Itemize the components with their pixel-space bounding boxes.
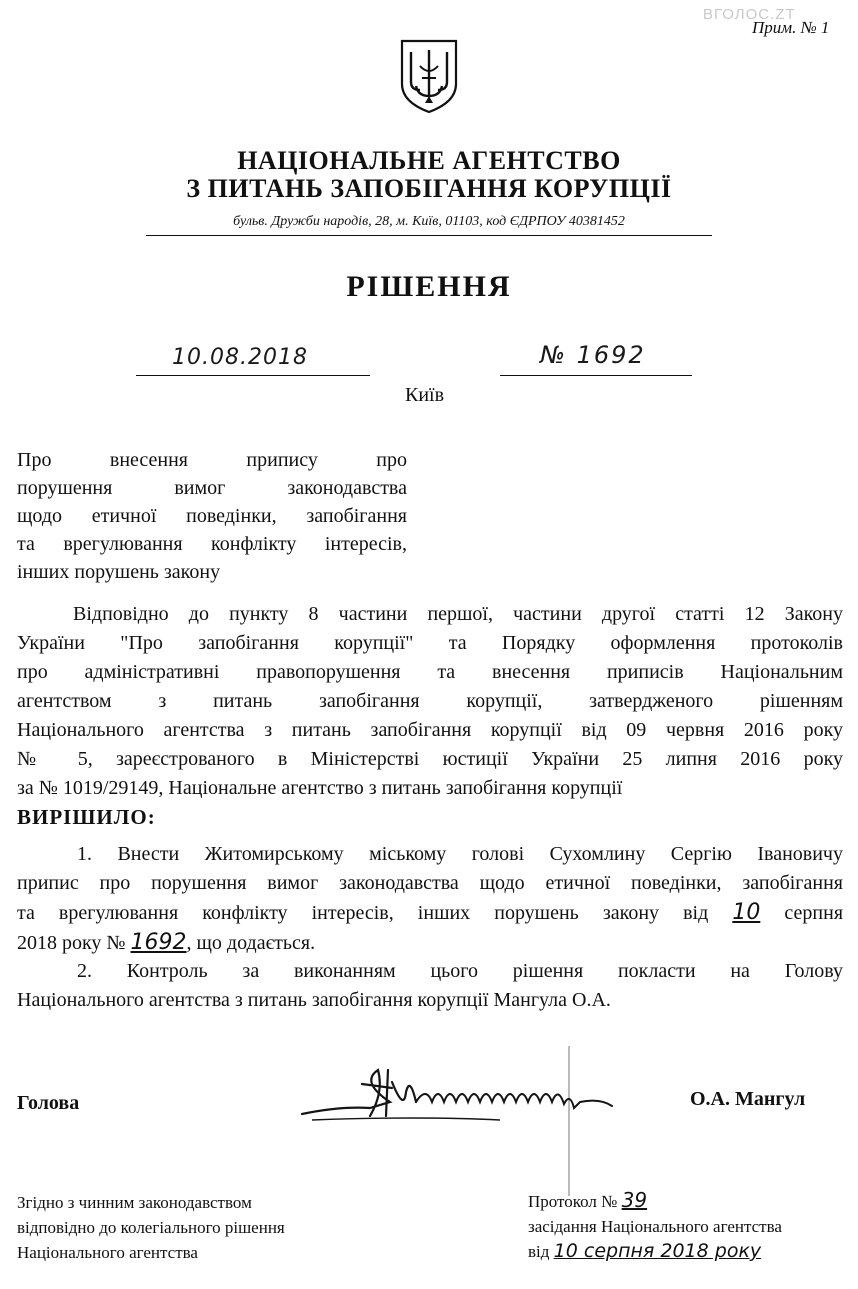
legal-basis-block xyxy=(17,1190,285,1265)
preamble-paragraph xyxy=(17,600,843,803)
protocol-line: засідання Національного агентства xyxy=(528,1217,782,1236)
signatory-name: О.А. Мангул xyxy=(690,1088,806,1110)
agency-address: бульв. Дружби народів, 28, м. Київ, 01103, код ЄДРПОУ 40381452 xyxy=(233,214,625,229)
protocol-date: 10 серпня 2018 року xyxy=(553,1240,762,1262)
annex-number: Прим. № 1 xyxy=(752,18,830,37)
preamble-line: про адміністративні правопорушення та внесення приписів Національним xyxy=(17,661,843,683)
protocol-block xyxy=(528,1188,782,1264)
item1-line4-text: 2018 року № xyxy=(17,932,126,954)
header-divider xyxy=(146,235,712,236)
basis-line: Згідно з чинним законодавством xyxy=(17,1193,252,1212)
item1-line: припис про порушення вимог законодавства щодо етичної поведінки, запобігання xyxy=(17,872,843,894)
item1-line xyxy=(17,898,843,928)
item1-line3-text: та врегулювання конфлікту інтересів, інших порушень закону від xyxy=(17,902,709,924)
document-title: РІШЕННЯ xyxy=(346,270,512,303)
protocol-label: Протокол № xyxy=(528,1192,618,1211)
protocol-line xyxy=(528,1188,782,1214)
item1-line xyxy=(17,928,843,958)
decision-item-2 xyxy=(17,957,843,1015)
basis-line: Національного агентства xyxy=(17,1243,198,1262)
handwritten-number: 1692 xyxy=(130,930,187,955)
agency-name-line-1: НАЦІОНАЛЬНЕ АГЕНТСТВО xyxy=(237,146,621,175)
subject-block xyxy=(17,446,407,586)
subject-line: Про внесення припису про xyxy=(17,449,407,471)
decision-item-1 xyxy=(17,840,843,958)
date-underline xyxy=(136,375,370,376)
watermark: ВГОЛОС.ZT xyxy=(703,6,796,23)
city: Київ xyxy=(405,384,445,406)
preamble-line: № 5, зареєстрованого в Міністерстві юстиції України 25 липня 2016 року xyxy=(17,748,843,770)
decision-date: 10.08.2018 xyxy=(172,345,308,370)
item2-line: Національного агентства з питань запобігання корупції Мангула О.А. xyxy=(17,989,611,1011)
subject-line: порушення вимог законодавства xyxy=(17,477,407,499)
preamble-line: за № 1019/29149, Національне агентство з питань запобігання корупції xyxy=(17,777,623,799)
item1-line: 1. Внести Житомирському міському голові Сухомлину Сергію Івановичу xyxy=(77,843,843,865)
trident-coat-of-arms-icon xyxy=(398,38,460,114)
signature-image xyxy=(300,1062,620,1132)
item1-line4-end: , що додається. xyxy=(186,932,316,954)
protocol-line xyxy=(528,1239,782,1264)
protocol-number: 39 xyxy=(621,1188,648,1212)
protocol-from: від xyxy=(528,1242,550,1261)
preamble-line: України "Про запобігання корупції" та Порядку оформлення протоколів xyxy=(17,632,843,654)
preamble-line: агентством з питань запобігання корупції, затвердженого рішенням xyxy=(17,690,843,712)
basis-line: відповідно до колегіального рішення xyxy=(17,1218,285,1237)
subject-line: та врегулювання конфлікту інтересів, xyxy=(17,533,407,555)
subject-line: інших порушень закону xyxy=(17,561,221,583)
preamble-line: Національного агентства з питань запобігання корупції від 09 червня 2016 року xyxy=(17,719,843,741)
number-underline xyxy=(500,375,692,376)
agency-name-line-2: З ПИТАНЬ ЗАПОБІГАННЯ КОРУПЦІЇ xyxy=(186,174,672,203)
decision-number: № 1692 xyxy=(540,341,646,369)
signatory-title: Голова xyxy=(17,1092,80,1114)
item1-month: серпня xyxy=(784,902,844,924)
handwritten-day: 10 xyxy=(732,900,761,925)
preamble-line: Відповідно до пункту 8 частини першої, частини другої статті 12 Закону xyxy=(73,603,843,625)
decided-heading: ВИРІШИЛО: xyxy=(17,805,156,829)
item2-line: 2. Контроль за виконанням цього рішення покласти на Голову xyxy=(77,960,843,982)
subject-line: щодо етичної поведінки, запобігання xyxy=(17,505,407,527)
